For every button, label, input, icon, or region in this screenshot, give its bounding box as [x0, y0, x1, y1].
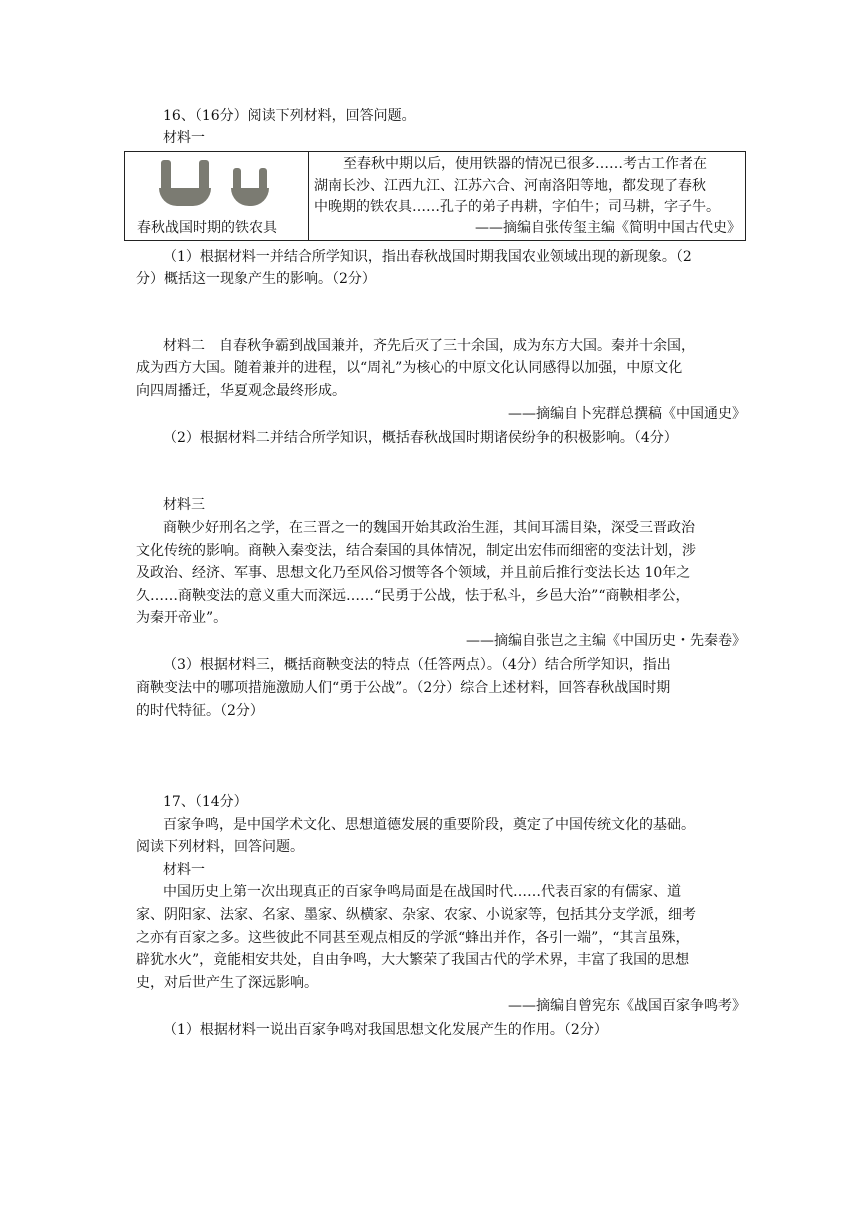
q16-material2-line2: 成为西方大国。随着兼并的进程，以“周礼”为核心的中原文化认同感得以加强，中原文化	[136, 360, 683, 376]
q17-intro-line2: 阅读下列材料，回答问题。	[136, 839, 304, 855]
q17-question1: （1）根据材料一说出百家争鸣对我国思想文化发展产生的作用。（2分）	[163, 1022, 608, 1038]
q16-material3-line2: 文化传统的影响。商鞅入秦变法，结合秦国的具体情况，制定出宏伟而细密的变法计划，涉	[136, 543, 696, 559]
m1-source: ——摘编自张传玺主编《简明中国古代史》	[475, 220, 741, 236]
q16-material3-title: 材料三	[163, 497, 205, 513]
q17-material1-line4: 辟犹水火”，竟能相安共处，自由争鸣，大大繁荣了我国古代的学术界，丰富了我国的思想	[136, 952, 690, 968]
m1-line-3: 中晚期的铁农具……孔子的弟子冉耕，字伯牛；司马耕，字子牛。	[314, 199, 720, 215]
q16-material2-line3: 向四周播迁，华夏观念最终形成。	[136, 383, 346, 399]
q16-question3-line3: 的时代特征。（2分）	[136, 703, 264, 719]
q16-material2-line1: 材料二 自春秋争霸到战国兼并，齐先后灭了三十余国，成为东方大国。秦并十余国，	[163, 338, 695, 354]
q16-question2: （2）根据材料二并结合所学知识，概括春秋战国时期诸侯纷争的积极影响。（4分）	[163, 430, 678, 446]
q17-material1-line3: 之亦有百家之多。这些彼此不同甚至观点相反的学派“蜂出并作，各引一端”，“其言虽殊，	[136, 930, 690, 946]
q16-material3-line1: 商鞅少好刑名之学，在三晋之一的魏国开始其政治生涯，其间耳濡目染，深受三晋政治	[163, 520, 695, 536]
m1-line-1: 至春秋中期以后，使用铁器的情况已很多……考古工作者在	[343, 156, 707, 172]
image-caption: 春秋战国时期的铁农具	[137, 220, 277, 236]
q16-material3-line5: 为秦开帝业”。	[136, 610, 228, 626]
q17-intro-line1: 百家争鸣，是中国学术文化、思想道德发展的重要阶段，奠定了中国传统文化的基础。	[163, 817, 695, 833]
q17-material1-line5: 史，对后世产生了深远影响。	[136, 975, 318, 991]
iron-tools-image	[155, 158, 275, 214]
m1-line-2: 湖南长沙、江西九江、江苏六合、河南洛阳等地，都发现了春秋	[314, 178, 706, 194]
q16-material3-line4: 久……商鞅变法的意义重大而深远……“民勇于公战，怯于私斗，乡邑大治”“商鞅相孝公，	[136, 588, 690, 604]
q16-question1-line1: （1）根据材料一并结合所学知识，指出春秋战国时期我国农业领域出现的新现象。（2	[163, 249, 692, 265]
q16-question3-line2: 商鞅变法中的哪项措施激励人们“勇于公战”。（2分）综合上述材料，回答春秋战国时期	[136, 680, 671, 696]
table-divider	[308, 152, 309, 240]
q16-material1-title: 材料一	[163, 130, 205, 146]
q16-header: 16、（16分）阅读下列材料，回答问题。	[163, 108, 416, 124]
material1-table	[124, 151, 746, 241]
q17-material1-source: ——摘编自曾宪东《战国百家争鸣考》	[508, 998, 746, 1014]
q17-material1-line2: 家、阴阳家、法家、名家、墨家、纵横家、杂家、农家、小说家等，包括其分支学派，细考	[136, 907, 696, 923]
q17-material1-title: 材料一	[163, 862, 205, 878]
q17-header: 17、（14分）	[163, 794, 248, 810]
q16-question1-line2: 分）概括这一现象产生的影响。（2分）	[136, 271, 376, 287]
q16-question3-line1: （3）根据材料三，概括商鞅变法的特点（任答两点）。（4分）结合所学知识，指出	[163, 657, 671, 673]
q16-material3-line3: 及政治、经济、军事、思想文化乃至风俗习惯等各个领域，并且前后推行变法长达 10年之	[136, 565, 691, 581]
q16-material2-source: ——摘编自卜宪群总撰稿《中国通史》	[508, 406, 746, 422]
q16-material3-source: ——摘编自张岂之主编《中国历史・先秦卷》	[466, 633, 746, 649]
q17-material1-line1: 中国历史上第一次出现真正的百家争鸣局面是在战国时代……代表百家的有儒家、道	[163, 884, 681, 900]
